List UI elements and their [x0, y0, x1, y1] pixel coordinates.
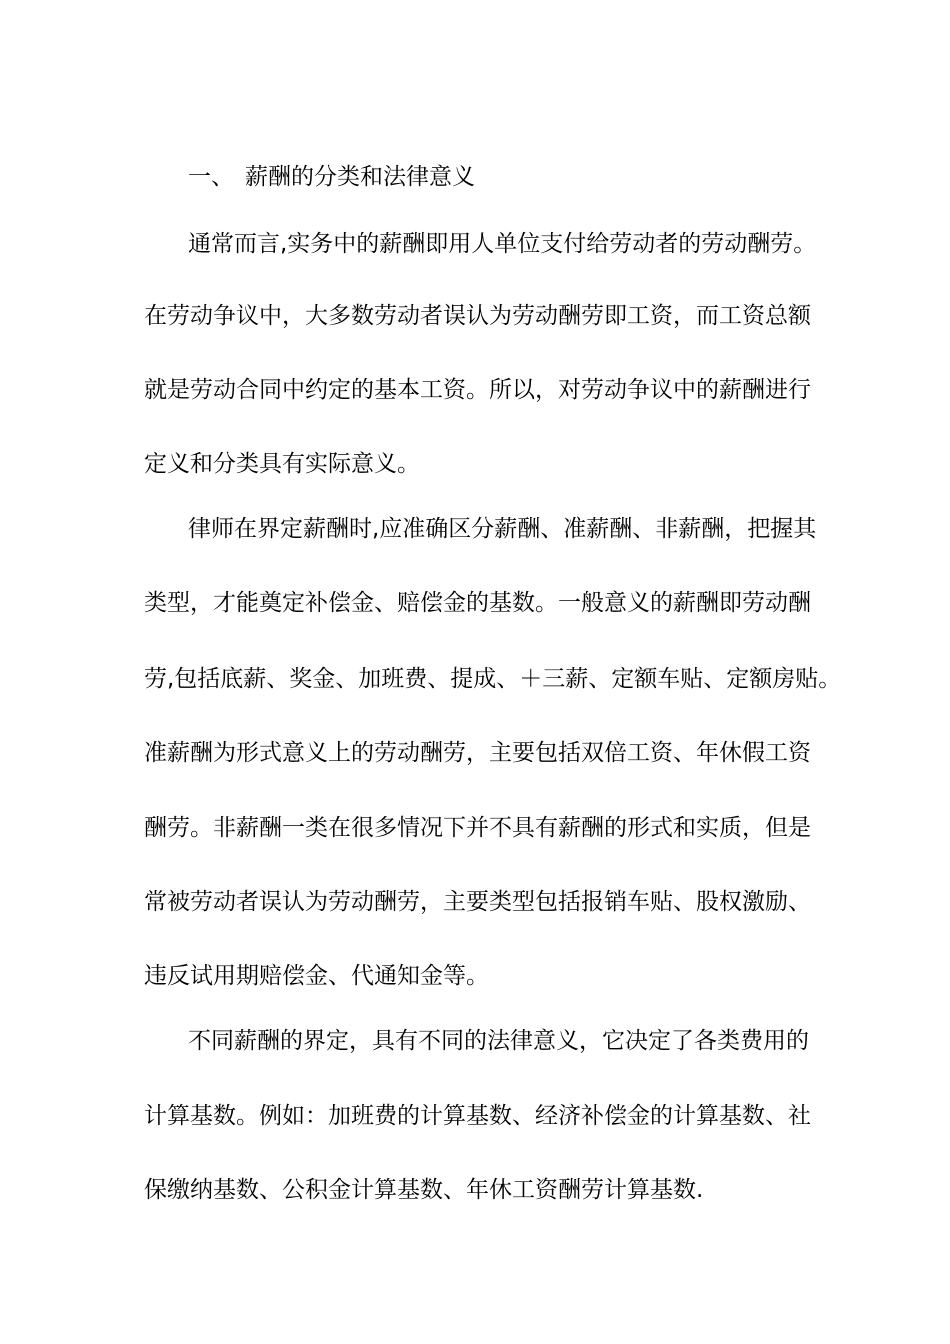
paragraph-2-line-6: 常被劳动者误认为劳动酬劳，主要类型包括报销车贴、股权激励、: [144, 889, 811, 915]
paragraph-2-line-1: 律师在界定薪酬时,应准确区分薪酬、准薪酬、非薪酬，把握其: [188, 516, 817, 542]
paragraph-1-line-3: 就是劳动合同中约定的基本工资。所以，对劳动争议中的薪酬进行: [144, 377, 811, 403]
section-number: 一、: [188, 164, 234, 190]
paragraph-2-line-2: 类型，才能奠定补偿金、赔偿金的基数。一般意义的薪酬即劳动酬: [144, 590, 811, 616]
paragraph-2-line-3: 劳,包括底薪、奖金、加班费、提成、＋三薪、定额车贴、定额房贴。: [144, 666, 842, 692]
paragraph-1-line-4: 定义和分类具有实际意义。: [144, 451, 420, 477]
paragraph-2-line-5: 酬劳。非薪酬一类在很多情况下并不具有薪酬的形式和实质，但是: [144, 815, 811, 841]
paragraph-3-line-3: 保缴纳基数、公积金计算基数、年休工资酬劳计算基数.: [144, 1177, 704, 1203]
paragraph-3-line-2: 计算基数。例如：加班费的计算基数、经济补偿金的计算基数、社: [144, 1103, 811, 1129]
paragraph-1-line-2: 在劳动争议中，大多数劳动者误认为劳动酬劳即工资，而工资总额: [144, 303, 811, 329]
paragraph-1-line-1: 通常而言,实务中的薪酬即用人单位支付给劳动者的劳动酬劳。: [188, 231, 817, 257]
paragraph-3-line-1: 不同薪酬的界定，具有不同的法律意义，它决定了各类费用的: [188, 1028, 809, 1054]
section-title: 薪酬的分类和法律意义: [245, 164, 475, 190]
paragraph-2-line-4: 准薪酬为形式意义上的劳动酬劳，主要包括双倍工资、年休假工资: [144, 740, 811, 766]
paragraph-2-line-7: 违反试用期赔偿金、代通知金等。: [144, 963, 489, 989]
